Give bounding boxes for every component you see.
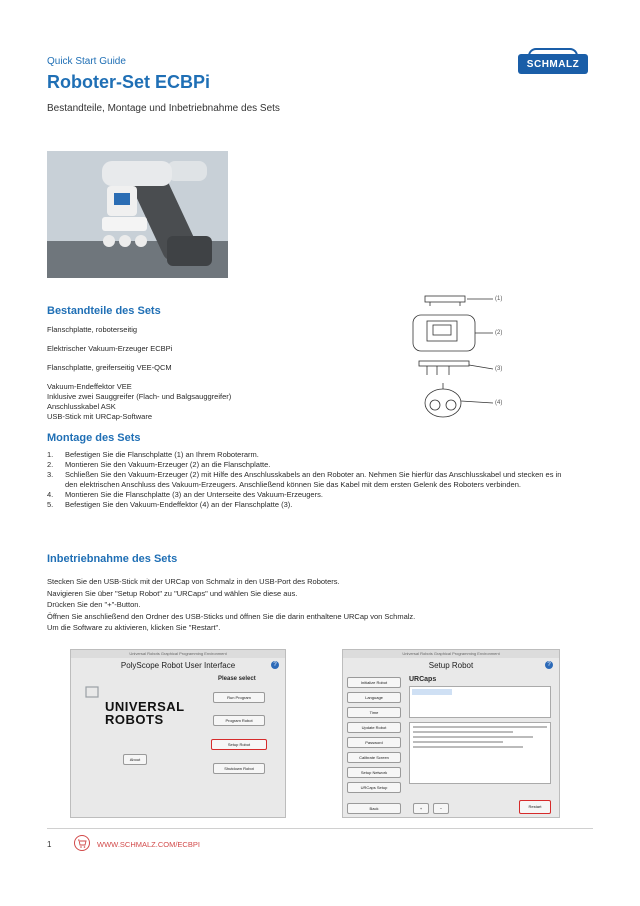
component-item: USB-Stick mit URCap-Software xyxy=(47,412,153,421)
step-text: Montieren Sie den Vakuum-Erzeuger (2) an die Flanschplatte. xyxy=(65,460,271,469)
cart-icon xyxy=(74,835,90,851)
assembly-step xyxy=(47,460,565,470)
assembly-heading: Montage des Sets xyxy=(47,432,141,444)
robot-photo-illustration xyxy=(47,151,228,278)
run-program-button[interactable]: Run Program xyxy=(213,692,265,703)
step-text: Befestigen Sie den Vakuum-Endeffektor (4) an der Flanschplatte (3). xyxy=(65,500,293,509)
remove-urcap-button[interactable]: − xyxy=(433,803,449,814)
step-text: Schließen Sie den Vakuum-Erzeuger (2) mit Hilfe des Anschlusskabels an den Roboter an. Nehmen Sie hierfür das Anschlusskabel und stecken es in den elektrischen Anschluss des Vakuum-Erzeugers. Anschließend können Sie das Kabel mit dem ersten Gelenk des Roboters verbinden. xyxy=(65,470,562,489)
add-urcap-button[interactable]: + xyxy=(413,803,429,814)
assembly-section xyxy=(47,432,565,510)
ur-mark-icon xyxy=(85,686,99,698)
shutdown-robot-button[interactable]: Shutdown Robot xyxy=(213,763,265,774)
assembly-step xyxy=(47,490,565,500)
commissioning-line: Um die Software zu aktivieren, klicken Sie "Restart". xyxy=(47,623,221,632)
website-link[interactable]: WWW.SCHMALZ.COM/ECBPI xyxy=(97,840,200,849)
help-icon: ? xyxy=(545,661,553,669)
back-button[interactable]: Back xyxy=(347,803,401,814)
polyscope-screenshot xyxy=(70,649,286,818)
callout-3: (3) xyxy=(495,366,503,372)
footer-divider xyxy=(47,828,593,829)
component-item: Flanschplatte, greiferseitig VEE-QCM xyxy=(47,363,172,372)
component-item: Flanschplatte, roboterseitig xyxy=(47,325,138,334)
restart-button[interactable]: Restart xyxy=(519,800,551,814)
callout-4: (4) xyxy=(495,400,503,406)
step-number: 3. xyxy=(47,470,54,479)
components-section xyxy=(47,305,231,422)
commissioning-line: Stecken Sie den USB-Stick mit der URCap von Schmalz in den USB-Port des Roboters. xyxy=(47,577,340,586)
window-titlebar: Universal Robots Graphical Programming Environment xyxy=(343,650,559,658)
doc-title: Roboter-Set ECBPi xyxy=(47,72,211,92)
sidebar-item-language[interactable]: Language xyxy=(347,692,401,703)
component-item: Inklusive zwei Sauggreifer (Flach- und Balgsauggreifer) xyxy=(47,392,232,401)
urcap-info-panel xyxy=(409,722,551,784)
window-titlebar: Universal Robots Graphical Programming Environment xyxy=(71,650,285,658)
please-select-label: Please select xyxy=(218,676,256,682)
callout-2: (2) xyxy=(495,330,503,336)
setup-robot-heading: Setup Robot xyxy=(428,661,474,670)
logo-line: UNIVERSAL xyxy=(105,699,185,714)
commissioning-line: Öffnen Sie anschließend den Ordner des USB-Sticks und öffnen Sie die darin enthaltene URCap von Schmalz. xyxy=(47,611,416,621)
exploded-diagram xyxy=(405,293,515,423)
logo-line: ROBOTS xyxy=(105,712,164,727)
logo-text: SCHMALZ xyxy=(526,58,580,70)
sidebar-item-urcaps[interactable]: URCaps Setup xyxy=(347,782,401,793)
commissioning-text xyxy=(47,576,587,634)
help-icon: ? xyxy=(271,661,279,669)
doc-subtitle: Bestandteile, Montage und Inbetriebnahme des Sets xyxy=(47,103,280,114)
schmalz-logo xyxy=(518,54,588,74)
component-item: Anschlusskabel ASK xyxy=(47,402,116,411)
assembly-step xyxy=(47,450,565,460)
step-number: 2. xyxy=(47,460,54,469)
urcap-entry[interactable] xyxy=(412,689,452,695)
step-text: Montieren Sie die Flanschplatte (3) an der Unterseite des Vakuum-Erzeugers. xyxy=(65,490,323,499)
sidebar-item-update[interactable]: Update Robot xyxy=(347,722,401,733)
commissioning-line: Navigieren Sie über "Setup Robot" zu "URCaps" und wählen Sie diese aus. xyxy=(47,588,298,598)
callout-1: (1) xyxy=(495,296,503,302)
urcaps-heading: URCaps xyxy=(409,676,437,683)
assembly-step xyxy=(47,470,565,490)
doc-kicker: Quick Start Guide xyxy=(47,56,126,67)
components-heading: Bestandteile des Sets xyxy=(47,305,161,317)
universal-robots-logo xyxy=(105,700,185,726)
step-text: Befestigen Sie die Flanschplatte (1) an Ihrem Roboterarm. xyxy=(65,450,259,459)
sidebar-item-network[interactable]: Setup Network xyxy=(347,767,401,778)
commissioning-section xyxy=(47,553,177,565)
step-number: 4. xyxy=(47,490,54,499)
polyscope-heading: PolyScope Robot User Interface xyxy=(120,661,236,670)
product-photo xyxy=(47,151,228,278)
setup-robot-button[interactable]: Setup Robot xyxy=(211,739,267,750)
sidebar-item-password[interactable]: Password xyxy=(347,737,401,748)
step-number: 1. xyxy=(47,450,54,459)
commissioning-line: Drücken Sie den "+"-Button. xyxy=(47,600,141,609)
assembly-step xyxy=(47,500,565,510)
component-item: Elektrischer Vakuum-Erzeuger ECBPi xyxy=(47,344,173,353)
sidebar-item-initialize[interactable]: Initialize Robot xyxy=(347,677,401,688)
component-item: Vakuum-Endeffektor VEE xyxy=(47,382,132,391)
program-robot-button[interactable]: Program Robot xyxy=(213,715,265,726)
sidebar-item-time[interactable]: Time xyxy=(347,707,401,718)
about-button[interactable]: About xyxy=(123,754,147,765)
sidebar-item-calibrate[interactable]: Calibrate Screen xyxy=(347,752,401,763)
urcaps-list[interactable] xyxy=(409,686,551,718)
commissioning-heading: Inbetriebnahme des Sets xyxy=(47,553,178,565)
setup-robot-screenshot xyxy=(342,649,560,818)
assembly-steps xyxy=(47,450,565,510)
step-number: 5. xyxy=(47,500,54,509)
page-number: 1 xyxy=(47,840,52,849)
